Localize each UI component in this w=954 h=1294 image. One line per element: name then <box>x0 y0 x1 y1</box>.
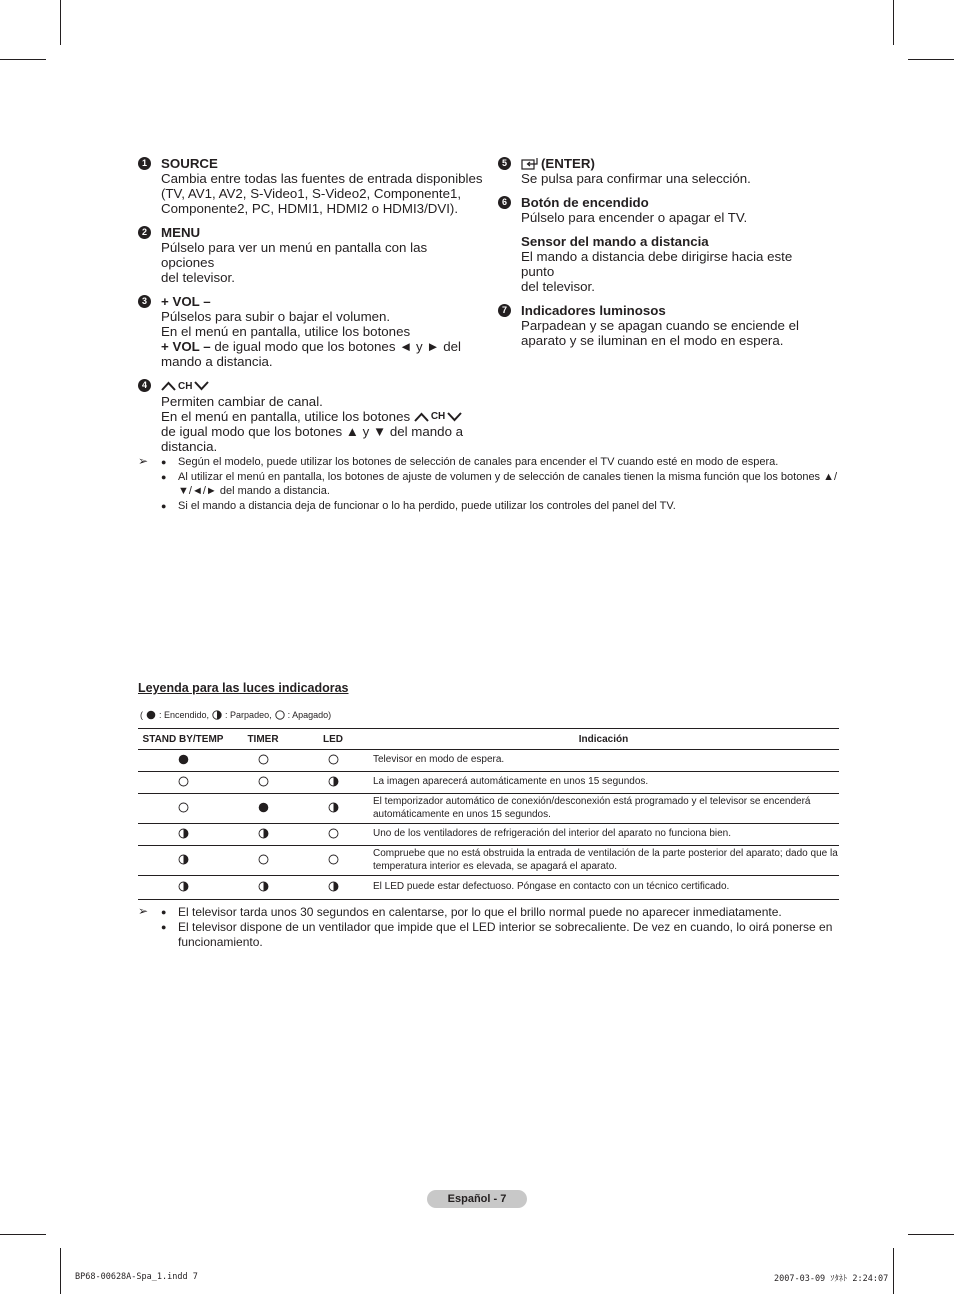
column-header: TIMER <box>228 729 298 750</box>
led-off-icon <box>328 754 339 768</box>
note-arrow-icon: ➢ <box>138 904 149 918</box>
led-off-icon <box>275 710 285 720</box>
item-text: En el menú en pantalla, utilice los botones CH <box>161 409 483 425</box>
number-badge: 7 <box>498 304 511 317</box>
led-off-icon <box>258 754 269 768</box>
notes-top <box>138 455 838 513</box>
led-off-icon <box>258 776 269 790</box>
led-state-cell <box>138 824 228 846</box>
item-text: Púlselo para encender o apagar el TV. <box>521 210 748 225</box>
item-text: Parpadean y se apagan cuando se enciende el <box>521 318 799 333</box>
number-badge: 5 <box>498 157 511 170</box>
led-state-cell <box>228 846 298 876</box>
note-arrow-icon: ➢ <box>138 454 149 468</box>
item-title: Indicadores luminosos <box>521 303 666 318</box>
number-badge: 3 <box>138 295 151 308</box>
table-row <box>138 794 839 824</box>
number-badge: 2 <box>138 226 151 239</box>
item-title: SOURCE <box>161 156 218 171</box>
enter-icon <box>521 157 538 170</box>
table-header-row <box>138 729 839 750</box>
chevron-up-icon <box>414 412 429 422</box>
crop-mark <box>0 59 46 60</box>
controls-right-column <box>498 156 828 357</box>
table-row <box>138 750 839 772</box>
led-state-cell <box>298 750 368 772</box>
controls-left-column <box>138 156 483 463</box>
legend-key: ( : Encendido, : Parpadeo, : Apagado) <box>140 710 332 720</box>
led-off-icon <box>178 802 189 816</box>
file-slug: BP68-00628A-Spa_1.indd 7 <box>75 1272 198 1282</box>
crop-mark <box>908 59 954 60</box>
led-state-cell <box>298 794 368 824</box>
item-text: aparato y se iluminan en el modo en espera. <box>521 333 784 348</box>
led-state-cell <box>138 794 228 824</box>
column-header: LED <box>298 729 368 750</box>
table-row <box>138 824 839 846</box>
led-state-cell <box>138 846 228 876</box>
led-off-icon <box>328 828 339 842</box>
column-header: Indicación <box>368 729 839 750</box>
legend-title: Leyenda para las luces indicadoras <box>138 681 349 695</box>
item-enter <box>498 156 828 186</box>
led-off-icon <box>258 854 269 868</box>
indication-text: La imagen aparecerá automáticamente en unos 15 segundos. <box>368 772 839 794</box>
item-title: (ENTER) <box>521 156 828 171</box>
crop-mark <box>893 0 894 45</box>
note-bullet: ● El televisor dispone de un ventilador que impide que el LED interior se sobrecaliente. De vez en cuando, lo oirá ponerse en funcionamiento. <box>161 920 838 950</box>
led-blink-icon <box>328 881 339 895</box>
column-header: STAND BY/TEMP <box>138 729 228 750</box>
indication-text: Uno de los ventiladores de refrigeración del interior del aparato no funciona bien. <box>368 824 839 846</box>
note-bullet: ● Según el modelo, puede utilizar los botones de selección de canales para encender el TV cuando esté en modo de espera. <box>161 455 838 470</box>
item-text: Permiten cambiar de canal. <box>161 393 323 409</box>
item-text: Se pulsa para confirmar una selección. <box>521 171 751 186</box>
crop-mark <box>908 1234 954 1235</box>
led-state-cell <box>228 794 298 824</box>
led-on-icon <box>146 710 156 720</box>
led-off-icon <box>178 776 189 790</box>
note-bullet: ● Si el mando a distancia deja de funcionar o lo ha perdido, puede utilizar los controles del panel del TV. <box>161 499 838 514</box>
indication-text: Televisor en modo de espera. <box>368 750 839 772</box>
item-text: Púlselos para subir o bajar el volumen. <box>161 309 391 324</box>
led-state-cell <box>298 772 368 794</box>
item-text: del televisor. <box>521 279 595 294</box>
notes-bottom <box>138 905 838 950</box>
led-blink-icon <box>328 802 339 816</box>
item-text: (TV, AV1, AV2, S-Video1, S-Video2, Componente1, <box>161 186 462 201</box>
item-title: + VOL – <box>161 294 211 309</box>
led-on-icon <box>178 754 189 768</box>
table-row <box>138 846 839 876</box>
table-body <box>138 750 839 900</box>
number-badge: 1 <box>138 157 151 170</box>
led-blink-icon <box>178 828 189 842</box>
item-text: de igual modo que los botones ▲ y ▼ del mando a <box>161 424 464 439</box>
item-source <box>138 156 483 216</box>
table-row <box>138 772 839 794</box>
led-on-icon <box>258 802 269 816</box>
chevron-down-icon <box>194 381 209 391</box>
item-menu <box>138 225 483 285</box>
led-blink-icon <box>258 881 269 895</box>
item-title <box>161 378 483 394</box>
crop-mark <box>60 0 61 45</box>
date-slug: 2007-03-09 ｿﾀﾈﾄ 2:24:07 <box>774 1274 889 1284</box>
led-state-cell <box>228 824 298 846</box>
item-power <box>498 195 828 294</box>
item-text: distancia. <box>161 439 218 454</box>
led-blink-icon <box>178 881 189 895</box>
crop-mark <box>0 1234 46 1235</box>
led-state-cell <box>298 876 368 900</box>
led-state-cell <box>138 750 228 772</box>
indication-text: Compruebe que no está obstruida la entrada de ventilación de la parte posterior del aparato; dado que la temperatura interior es elevada, se apagará el aparato. <box>368 846 839 876</box>
item-title: MENU <box>161 225 201 240</box>
crop-mark <box>893 1248 894 1294</box>
led-blink-icon <box>258 828 269 842</box>
item-text: del televisor. <box>161 270 235 285</box>
item-text: Cambia entre todas las fuentes de entrada disponibles <box>161 171 483 186</box>
item-text: mando a distancia. <box>161 354 273 369</box>
item-text: Componente2, PC, HDMI1, HDMI2 o HDMI3/DVI). <box>161 201 459 216</box>
item-volume <box>138 294 483 369</box>
led-blink-icon <box>212 710 222 720</box>
table-row <box>138 876 839 900</box>
note-bullet: ● El televisor tarda unos 30 segundos en calentarse, por lo que el brillo normal puede no aparecer inmediatamente. <box>161 905 838 920</box>
channel-button-symbol: CH <box>161 379 209 394</box>
led-off-icon <box>328 854 339 868</box>
indication-text: El LED puede estar defectuoso. Póngase en contacto con un técnico certificado. <box>368 876 839 900</box>
channel-button-symbol: CH <box>414 409 462 424</box>
led-blink-icon <box>328 776 339 790</box>
led-state-cell <box>138 772 228 794</box>
led-state-cell <box>228 750 298 772</box>
led-indicator-table <box>138 728 839 900</box>
item-channel <box>138 378 483 454</box>
chevron-down-icon <box>447 412 462 422</box>
led-state-cell <box>228 772 298 794</box>
item-indicators <box>498 303 828 348</box>
item-text: Púlselo para ver un menú en pantalla con las opciones <box>161 240 428 270</box>
item-text: El mando a distancia debe dirigirse hacia este punto <box>521 249 793 279</box>
led-state-cell <box>298 846 368 876</box>
item-text: En el menú en pantalla, utilice los botones <box>161 324 411 339</box>
item-text: + VOL – de igual modo que los botones ◄ y ► del <box>161 339 461 354</box>
led-state-cell <box>138 876 228 900</box>
number-badge: 4 <box>138 379 151 392</box>
indication-text: El temporizador automático de conexión/desconexión está programado y el televisor se encenderá automáticamente en unos 15 segundos. <box>368 794 839 824</box>
vol-inline-label: + VOL – <box>161 339 211 354</box>
item-title: Botón de encendido <box>521 195 649 210</box>
led-blink-icon <box>178 854 189 868</box>
crop-mark <box>60 1248 61 1294</box>
page-number: Español - 7 <box>427 1190 527 1208</box>
led-state-cell <box>298 824 368 846</box>
chevron-up-icon <box>161 381 176 391</box>
led-state-cell <box>228 876 298 900</box>
note-bullet: ● Al utilizar el menú en pantalla, los botones de ajuste de volumen y de selección de canales tienen la misma función que los botones ▲/▼/◄/► del mando a distancia. <box>161 470 838 499</box>
remote-sensor-section <box>521 234 828 294</box>
number-badge: 6 <box>498 196 511 209</box>
item-subtitle: Sensor del mando a distancia <box>521 234 709 249</box>
